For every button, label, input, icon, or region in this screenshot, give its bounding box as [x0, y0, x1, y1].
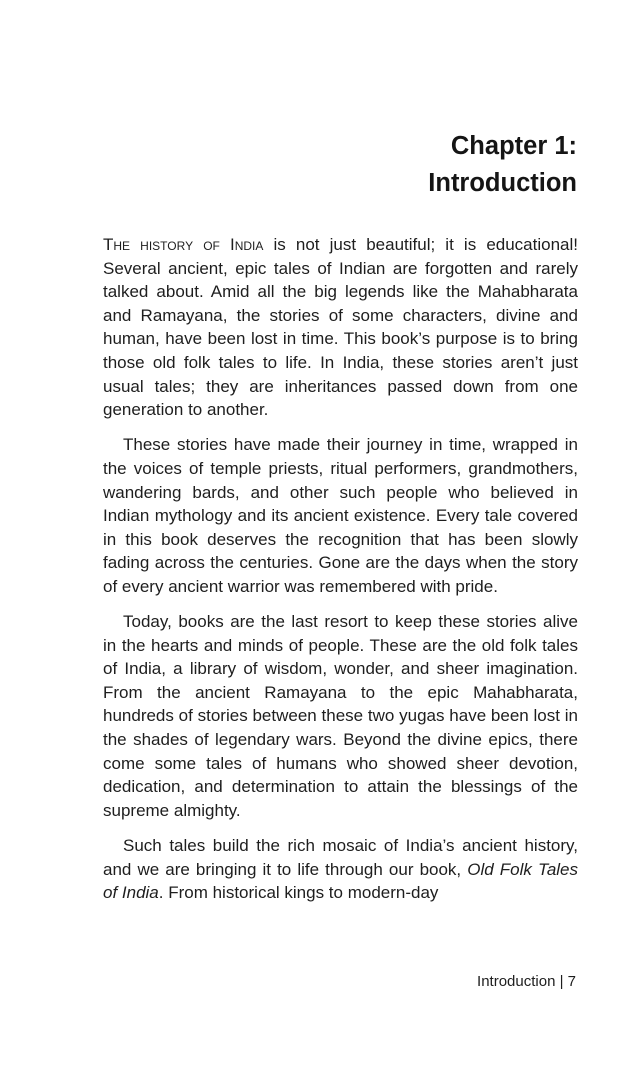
book-title-italic: Old Folk Tales of India	[103, 859, 579, 903]
chapter-number: Chapter 1:	[450, 132, 577, 160]
paragraph-1	[103, 233, 578, 422]
paragraph-2: These stories have made their journey in time, wrapped in the voices of temple priests, ritual performers, grandmothers, wandering bards, and other such people who believed in Indian mythology and its ancient existence. Every tale covered in this book deserves the recognition that has been slowly fading across the centuries. Gone are the days when the story of every ancient warrior was remembered with pride.	[103, 435, 578, 596]
running-footer: Introduction | 7	[477, 973, 576, 990]
chapter-title: Introduction	[428, 169, 577, 197]
paragraph-3: Today, books are the last resort to keep these stories alive in the hearts and minds of people. These are the old folk tales of India, a library of wisdom, wonder, and sheer imagination. From the ancient Ramayana to the epic Mahabharata, hundreds of stories between these two yugas have been lost in the shades of legendary wars. Beyond the divine epics, there come some tales of humans who showed sheer devotion, dedication, and determination to attain the blessings of the supreme almighty.	[103, 612, 578, 820]
chapter-body	[103, 233, 578, 916]
paragraph-4-text-before: Such tales build the rich mosaic of India’s ancient history, and we are bringing it to life through our book,	[103, 836, 578, 879]
paragraph-4-text-after: . From historical kings to modern-day	[158, 883, 439, 903]
paragraph-4	[103, 834, 578, 905]
paragraph-1-text: is not just beautiful; it is educational! Several ancient, epic tales of Indian are forgotten and rarely talked about. Amid all the big legends like the Mahabharata and Ramayana, the stories of some characters, divine and human, have been lost in time. This book’s purpose is to bring those old folk tales to life. In India, these stories aren’t just usual tales; they are inheritances passed down from one generation to another.	[103, 235, 579, 420]
paragraph-1-lead: The history of India	[103, 235, 264, 254]
chapter-heading	[428, 128, 577, 202]
